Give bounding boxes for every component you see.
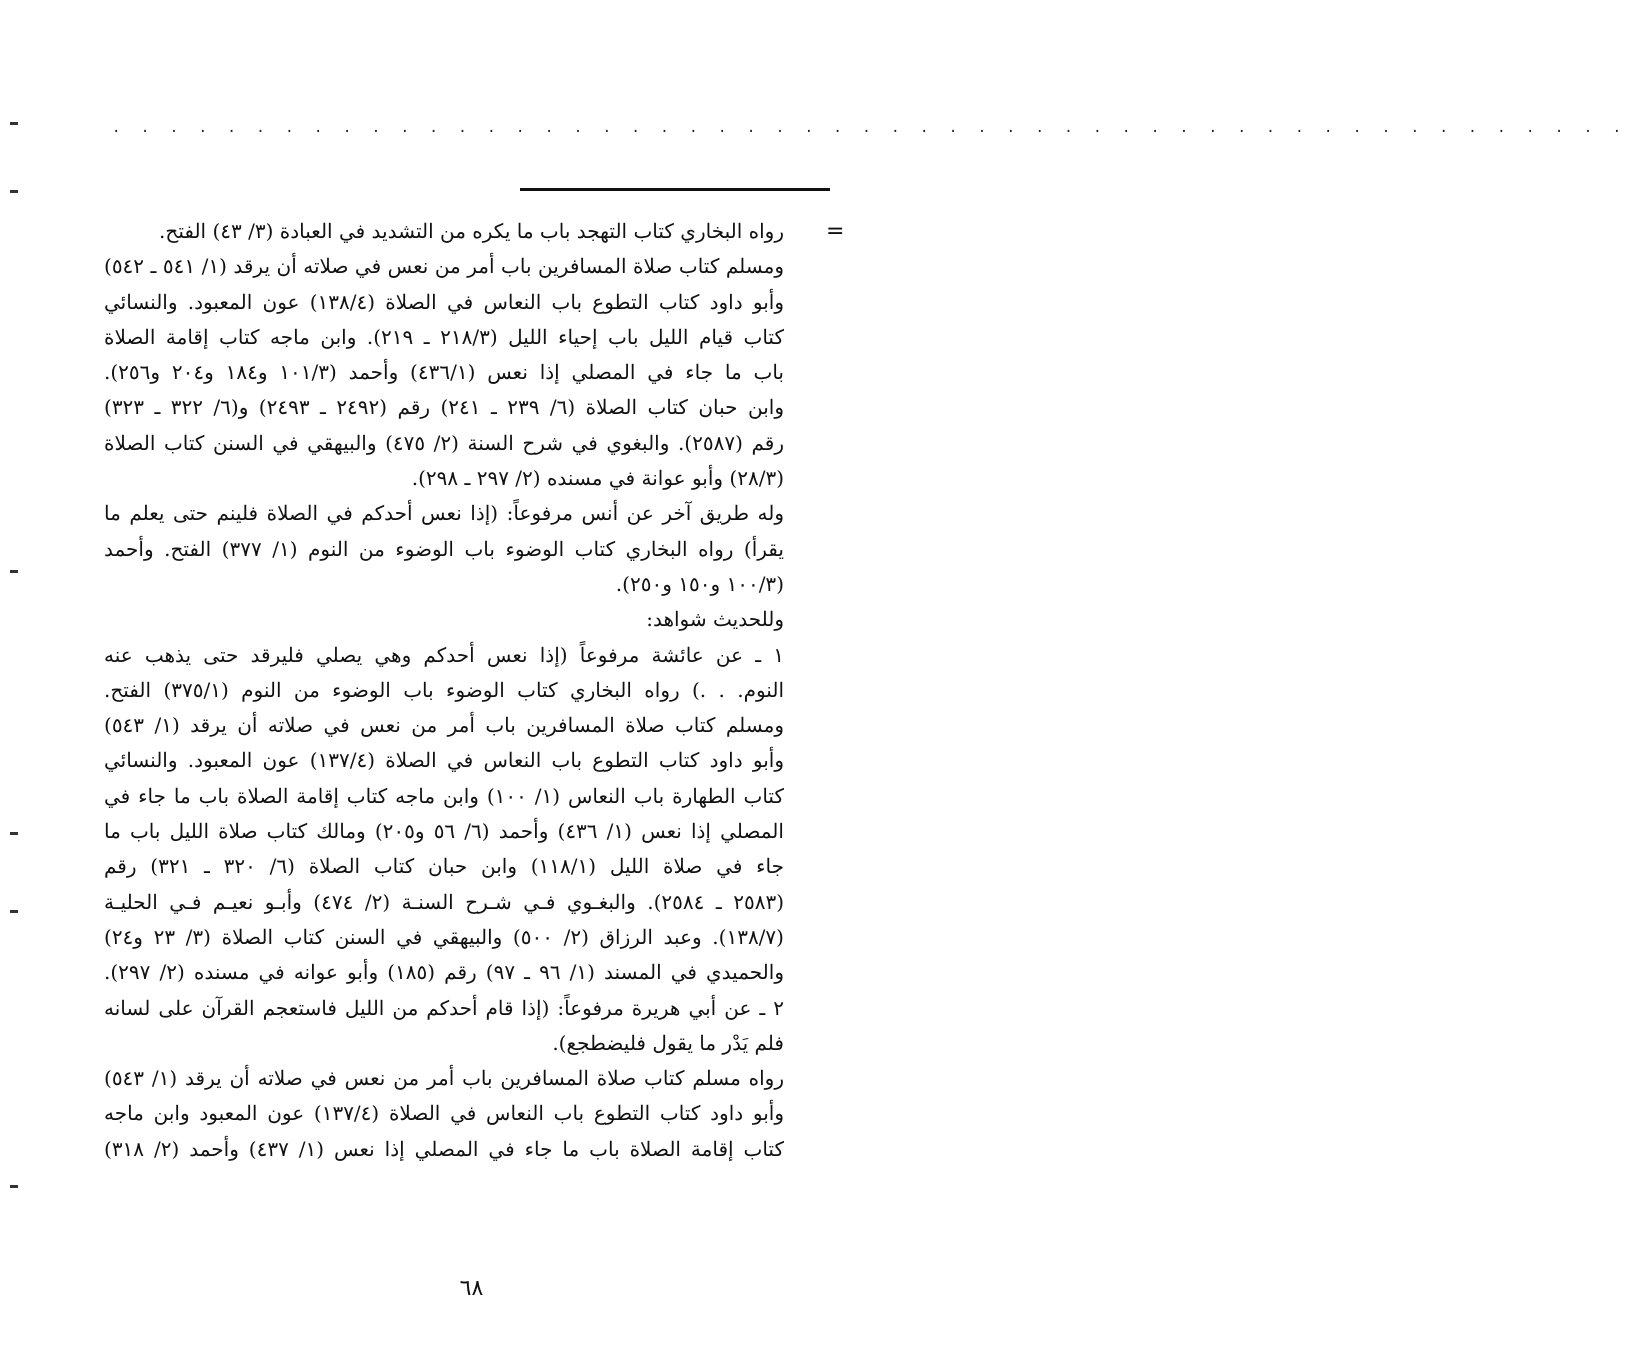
margin-tick	[10, 1185, 18, 1188]
text-line: (٢٨/٣) وأبو عوانة في مسنده (٢/ ٢٩٧ ـ ٢٩٨).	[411, 466, 784, 491]
text-line: ومسلم كتاب صلاة المسافرين باب أمر من نعس في صلاته أن يرقد (١/ ٥٤١ ـ ٥٤٢)	[104, 254, 784, 279]
text-line: فلم يَدْر ما يقول فليضطجع).	[552, 1030, 784, 1055]
margin-tick	[10, 910, 18, 913]
text-line: وأبو داود كتاب التطوع باب النعاس في الصلاة (١٣٧/٤) عون المعبود وابن ماجه	[104, 1101, 784, 1126]
text-line: ٢ ـ عن أبي هريرة مرفوعاً: (إذا قام أحدكم من الليل فاستعجم القرآن على لسانه	[104, 995, 784, 1020]
text-line: ١ ـ عن عائشة مرفوعاً (إذا نعس أحدكم وهي يصلي فليرقد حتى يذهب عنه	[104, 642, 785, 667]
text-line: كتاب الطهارة باب النعاس (١/ ١٠٠) وابن ماجه كتاب إقامة الصلاة باب ما جاء في	[104, 783, 784, 808]
text-line: (١٠٠/٣ و١٥٠ و٢٥٠).	[615, 571, 784, 596]
text-line: وله طريق آخر عن أنس مرفوعاً: (إذا نعس أحدكم في الصلاة فلينم حتى يعلم ما	[104, 501, 784, 526]
text-line: وللحديث شواهد:	[646, 607, 784, 632]
text-line: النوم. . .) رواه البخاري كتاب الوضوء باب الوضوء من النوم (٣٧٥/١) الفتح.	[104, 677, 784, 702]
header-dotted-separator: . . . . . . . . . . . . . . . . . . . . . . . . . . . . . . . . . . . . . . . . . . . . . . . . . . . . .	[112, 120, 1627, 136]
text-line: رواه مسلم كتاب صلاة المسافرين باب أمر من نعس في صلاته أن يرقد (١/ ٥٤٣)	[104, 1066, 784, 1091]
footnote-continuation-marker: =	[826, 219, 845, 244]
text-line: وأبو داود كتاب التطوع باب النعاس في الصلاة (١٣٧/٤) عون المعبود. والنسائي	[104, 748, 785, 773]
text-line: يقرأ) رواه البخاري كتاب الوضوء باب الوضوء من النوم (١/ ٣٧٧) الفتح. وأحمد	[104, 536, 784, 561]
margin-tick	[10, 832, 18, 835]
text-line: وابن حبان كتاب الصلاة (٦/ ٢٣٩ ـ ٢٤١) رقم (٢٤٩٢ ـ ٢٤٩٣) و(٦/ ٣٢٢ ـ ٣٢٣)	[104, 395, 784, 420]
text-line: (١٣٨/٧). وعبد الرزاق (٢/ ٥٠٠) والبيهقي في السنن كتاب الصلاة (٣/ ٢٣ و٢٤)	[104, 924, 784, 949]
text-line: جاء في صلاة الليل (١١٨/١) وابن حبان كتاب الصلاة (٦/ ٣٢٠ ـ ٣٢١) رقم	[104, 854, 784, 879]
text-line: كتاب قيام الليل باب إحياء الليل (٢١٨/٣ ـ ٢١٩). وابن ماجه كتاب إقامة الصلاة	[104, 324, 784, 349]
text-line: رواه البخاري كتاب التهجد باب ما يكره من التشديد في العبادة (٣/ ٤٣) الفتح.	[159, 219, 784, 243]
text-line: المصلي إذا نعس (١/ ٤٣٦) وأحمد (٦/ ٥٦ و٢٠٥) ومالك كتاب صلاة الليل باب ما	[104, 819, 784, 844]
text-line: (٢٥٨٣ ـ ٢٥٨٤). والبغـوي فـي شـرح السنـة (٢/ ٤٧٤) وأبـو نعيـم فـي الحليـة	[104, 889, 784, 914]
margin-tick	[10, 570, 18, 573]
text-line: وأبو داود كتاب التطوع باب النعاس في الصلاة (١٣٨/٤) عون المعبود. والنسائي	[104, 289, 785, 314]
text-line: رقم (٢٥٨٧). والبغوي في شرح السنة (٢/ ٤٧٥) والبيهقي في السنن كتاب الصلاة	[104, 430, 784, 455]
text-line: كتاب إقامة الصلاة باب ما جاء في المصلي إذا نعس (١/ ٤٣٧) وأحمد (٢/ ٣١٨)	[104, 1136, 784, 1161]
text-line: والحميدي في المسند (١/ ٩٦ ـ ٩٧) رقم (١٨٥) وأبو عوانه في مسنده (٢/ ٢٩٧).	[104, 960, 784, 985]
footnote-rule	[520, 188, 830, 191]
margin-tick	[10, 122, 18, 125]
text-line: ومسلم كتاب صلاة المسافرين باب أمر من نعس في صلاته أن يرقد (١/ ٥٤٣)	[104, 713, 784, 738]
text-line: باب ما جاء في المصلي إذا نعس (٤٣٦/١) وأحمد (١٠١/٣ و١٨٤ و٢٠٤ و٢٥٦).	[104, 360, 784, 385]
page-number: ٦٨	[459, 1276, 484, 1301]
margin-tick	[10, 190, 18, 193]
footnote-body-text	[104, 214, 784, 1167]
